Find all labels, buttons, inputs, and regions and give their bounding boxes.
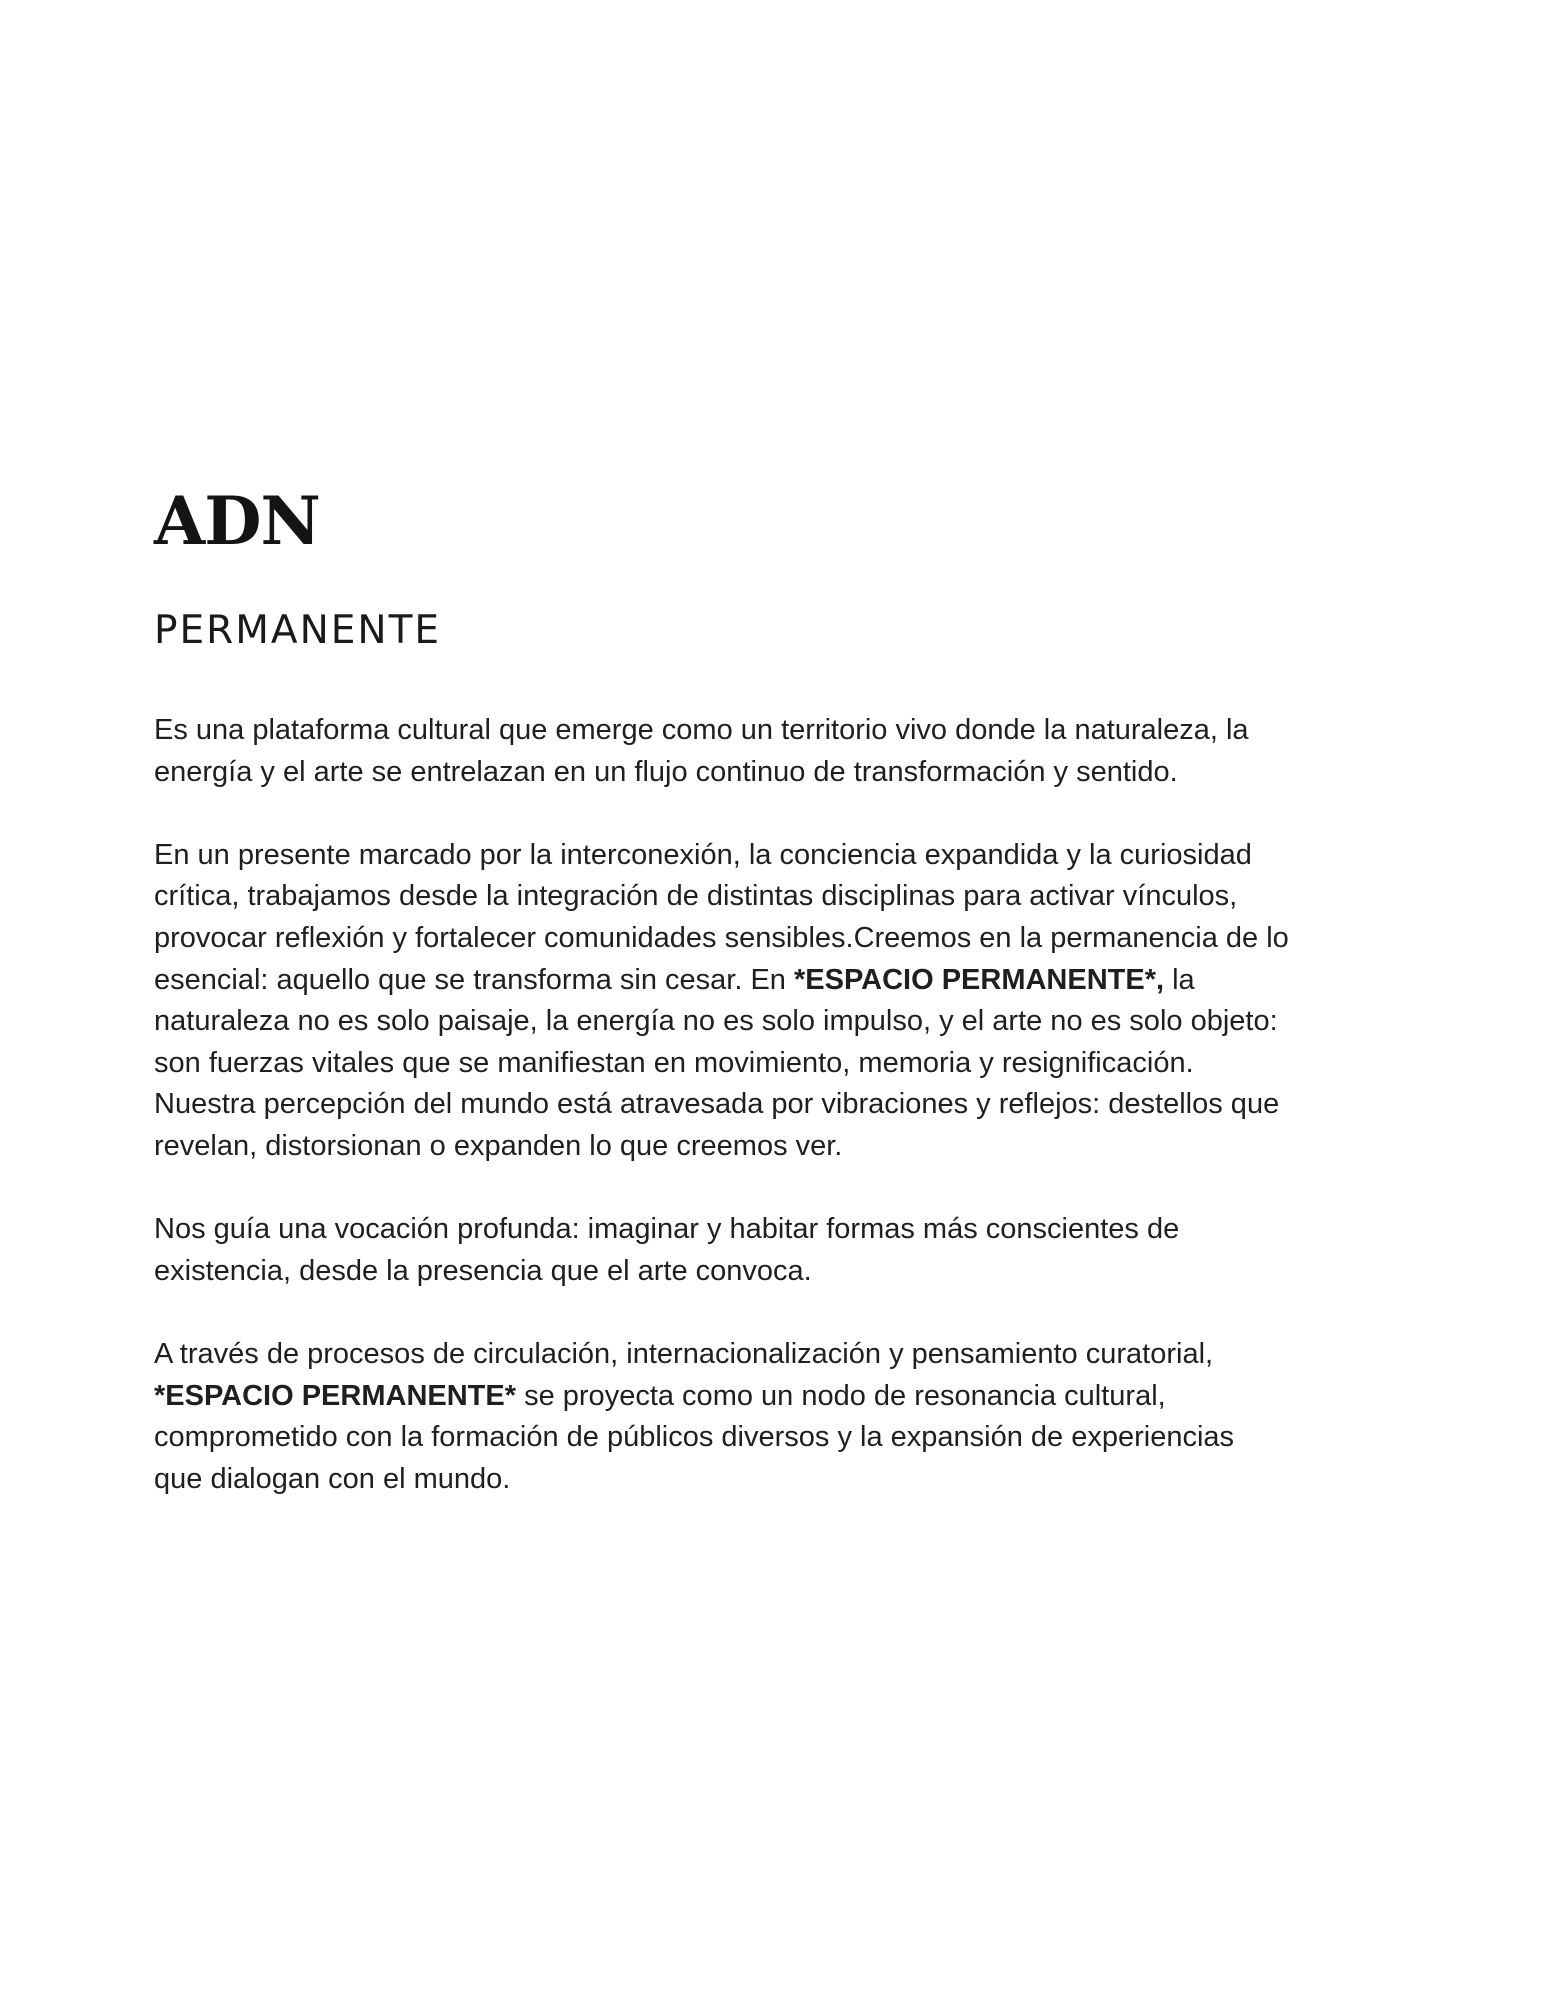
text-line: Es una plataforma cultural que emerge como un territorio vivo donde la naturaleza, la bbox=[154, 714, 1249, 746]
paragraph-intro bbox=[154, 710, 1394, 793]
text-line: naturaleza no es solo paisaje, la energía no es solo impulso, y el arte no es solo objeto: bbox=[154, 1005, 1278, 1038]
body-text bbox=[154, 710, 1394, 1500]
brand-name-bold: *ESPACIO PERMANENTE* bbox=[154, 1379, 517, 1412]
text-line: que dialogan con el mundo. bbox=[154, 1462, 511, 1495]
text-line: Nuestra percepción del mundo está atravesada por vibraciones y reflejos: destellos que bbox=[154, 1088, 1280, 1121]
paragraph-vocation bbox=[154, 1209, 1394, 1292]
text-line: A través de procesos de circulación, internacionalización y pensamiento curatorial, bbox=[154, 1337, 1214, 1370]
text-line: comprometido con la formación de públicos diversos y la expansión de experiencias bbox=[154, 1421, 1235, 1454]
document-page bbox=[154, 482, 1394, 1500]
text-line bbox=[154, 960, 1394, 1002]
text-line: energía y el arte se entrelazan en un flujo continuo de transformación y sentido. bbox=[154, 755, 1178, 788]
text-line: crítica, trabajamos desde la integración de distintas disciplinas para activar vínculos, bbox=[154, 880, 1238, 913]
text-line: son fuerzas vitales que se manifiestan en movimiento, memoria y resignificación. bbox=[154, 1046, 1194, 1079]
text-line: existencia, desde la presencia que el arte convoca. bbox=[154, 1254, 812, 1287]
text-segment: esencial: aquello que se transforma sin cesar. En bbox=[154, 963, 794, 996]
text-line: En un presente marcado por la interconexión, la conciencia expandida y la curiosidad bbox=[154, 838, 1252, 871]
text-line: Nos guía una vocación profunda: imaginar y habitar formas más conscientes de bbox=[154, 1213, 1180, 1246]
text-line bbox=[154, 1376, 1394, 1418]
paragraph-context bbox=[154, 835, 1394, 1168]
page-title: ADN bbox=[154, 482, 320, 560]
paragraph-projection bbox=[154, 1334, 1394, 1500]
page-subtitle: PERMANENTE bbox=[154, 608, 442, 653]
text-segment: se proyecta como un nodo de resonancia cultural, bbox=[516, 1379, 1166, 1412]
text-line: provocar reflexión y fortalecer comunidades sensibles.Creemos en la permanencia de lo bbox=[154, 921, 1289, 954]
text-segment: la bbox=[1164, 963, 1195, 996]
brand-name-bold: *ESPACIO PERMANENTE*, bbox=[793, 963, 1165, 996]
text-line: revelan, distorsionan o expanden lo que creemos ver. bbox=[154, 1129, 843, 1162]
